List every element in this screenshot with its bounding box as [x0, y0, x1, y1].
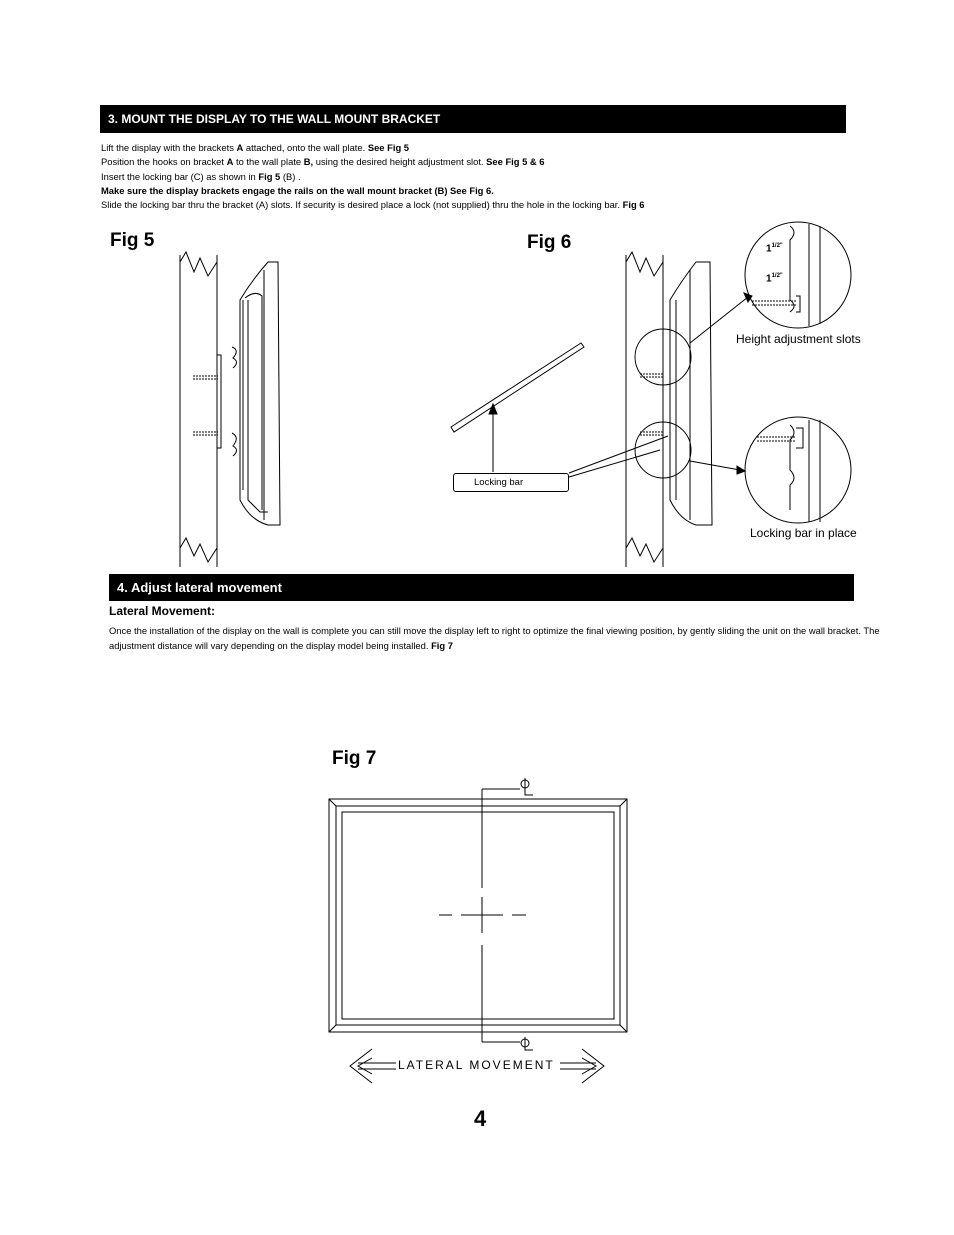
text: Lift the display with the brackets: [101, 142, 237, 153]
text: A: [226, 156, 234, 168]
text: Position the hooks on bracket: [101, 156, 227, 168]
text: Fig 7: [431, 639, 453, 651]
text: using the desired height adjustment slot.: [313, 156, 487, 168]
locking-in-place-caption: Locking bar in place: [750, 526, 857, 540]
text: Fig 5: [258, 170, 281, 182]
text: 1/2": [771, 243, 783, 249]
text: Once the installation of the display on the wall is complete you can still move the display left to right to optimize the final viewing position, by gently sliding the unit on the wall bracket. The adjustment distance will vary depending on the display model being installed.: [109, 625, 880, 651]
text: Insert the locking bar (C) as shown in: [101, 170, 259, 182]
text: See Fig 5: [367, 142, 409, 153]
fig-5-label: Fig 5: [110, 230, 155, 251]
section-3-title: 3. MOUNT THE DISPLAY TO THE WALL MOUNT BRACKET: [108, 112, 441, 126]
lateral-movement-label: LATERAL MOVEMENT: [398, 1058, 555, 1072]
lateral-movement-subheading: Lateral Movement:: [109, 604, 216, 618]
text: See Fig 5 & 6: [486, 156, 545, 168]
fig-7-label: Fig 7: [332, 748, 377, 769]
text: Slide the locking bar thru the bracket (A) slots. If security is desired place a lock (not supplied) thru the hole in the locking bar.: [101, 199, 623, 211]
text: attached, onto the wall plate.: [243, 142, 368, 153]
text: A: [236, 142, 244, 153]
text: 1: [766, 243, 772, 255]
text: 1/2": [771, 273, 783, 279]
section-4-title: 4. Adjust lateral movement: [117, 580, 282, 595]
text: Fig 6: [622, 199, 645, 211]
locking-bar-label: Locking bar: [453, 473, 569, 492]
text: Make sure the display brackets engage the rails on the wall mount bracket (B) See Fig 6.: [101, 184, 494, 196]
text: B,: [303, 156, 314, 168]
text: to the wall plate: [233, 156, 304, 168]
height-slots-caption: Height adjustment slots: [736, 332, 861, 346]
page-number: 4: [474, 1106, 487, 1131]
fig-6-label: Fig 6: [527, 232, 572, 253]
text: 1: [766, 273, 772, 285]
text: (B) .: [280, 170, 301, 182]
